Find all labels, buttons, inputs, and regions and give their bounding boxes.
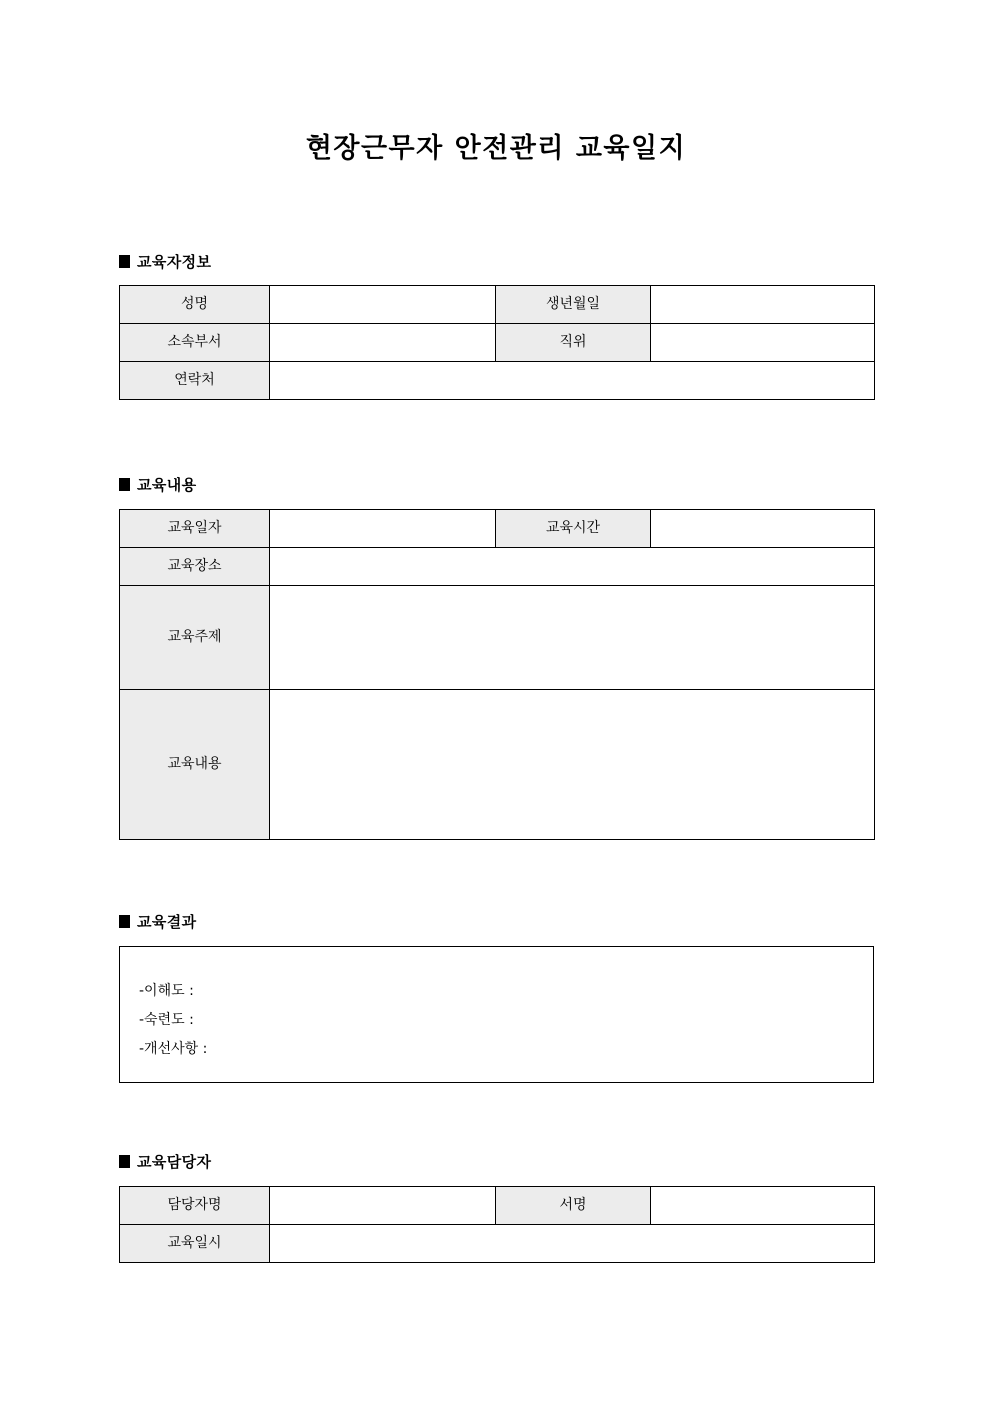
table-row xyxy=(120,690,875,840)
section-heading-training-manager xyxy=(119,1155,211,1170)
table-row xyxy=(120,510,875,548)
cell-label-manager-name: 담당자명 xyxy=(120,1187,270,1225)
section-heading-trainee-info xyxy=(119,255,211,270)
table-row xyxy=(120,362,875,400)
cell-label-birthdate: 생년월일 xyxy=(496,286,651,324)
cell-label-training-details: 교육내용 xyxy=(120,690,270,840)
table-row xyxy=(120,324,875,362)
section-heading-training-content xyxy=(119,478,197,493)
cell-value-manager-name[interactable] xyxy=(270,1187,496,1225)
table-row xyxy=(120,586,875,690)
cell-value-birthdate[interactable] xyxy=(651,286,875,324)
section-heading-training-manager-label: 교육담당자 xyxy=(137,1153,212,1171)
cell-label-training-place: 교육장소 xyxy=(120,548,270,586)
section-heading-trainee-info-label: 교육자정보 xyxy=(137,253,212,271)
section-heading-training-result xyxy=(119,915,197,930)
cell-label-contact: 연락처 xyxy=(120,362,270,400)
cell-label-position: 직위 xyxy=(496,324,651,362)
cell-label-signature: 서명 xyxy=(496,1187,651,1225)
table-row xyxy=(120,286,875,324)
section-heading-training-content-label: 교육내용 xyxy=(137,476,197,494)
cell-value-training-time[interactable] xyxy=(651,510,875,548)
cell-label-training-datetime: 교육일시 xyxy=(120,1225,270,1263)
table-row xyxy=(120,1225,875,1263)
cell-value-training-subject[interactable] xyxy=(270,586,875,690)
section-heading-training-result-label: 교육결과 xyxy=(137,913,197,931)
result-line-understanding: -이해도 : xyxy=(139,983,194,999)
page-title: 현장근무자 안전관리 교육일지 xyxy=(305,133,687,164)
table-trainee-info xyxy=(119,285,875,400)
result-line-proficiency: -숙련도 : xyxy=(139,1012,194,1028)
cell-value-training-details[interactable] xyxy=(270,690,875,840)
cell-label-department: 소속부서 xyxy=(120,324,270,362)
cell-value-training-date[interactable] xyxy=(270,510,496,548)
table-row xyxy=(120,548,875,586)
table-training-content xyxy=(119,509,875,840)
square-bullet-icon xyxy=(119,915,130,928)
table-training-manager xyxy=(119,1186,875,1263)
cell-label-training-date: 교육일자 xyxy=(120,510,270,548)
cell-value-contact[interactable] xyxy=(270,362,875,400)
cell-label-training-time: 교육시간 xyxy=(496,510,651,548)
cell-value-training-datetime[interactable] xyxy=(270,1225,875,1263)
square-bullet-icon xyxy=(119,478,130,491)
training-result-box[interactable] xyxy=(119,946,874,1083)
cell-value-training-place[interactable] xyxy=(270,548,875,586)
cell-value-position[interactable] xyxy=(651,324,875,362)
cell-label-name: 성명 xyxy=(120,286,270,324)
cell-value-department[interactable] xyxy=(270,324,496,362)
cell-value-name[interactable] xyxy=(270,286,496,324)
result-line-improvements: -개선사항 : xyxy=(139,1041,208,1057)
square-bullet-icon xyxy=(119,255,130,268)
table-row xyxy=(120,1187,875,1225)
square-bullet-icon xyxy=(119,1155,130,1168)
cell-value-signature[interactable] xyxy=(651,1187,875,1225)
cell-label-training-subject: 교육주제 xyxy=(120,586,270,690)
